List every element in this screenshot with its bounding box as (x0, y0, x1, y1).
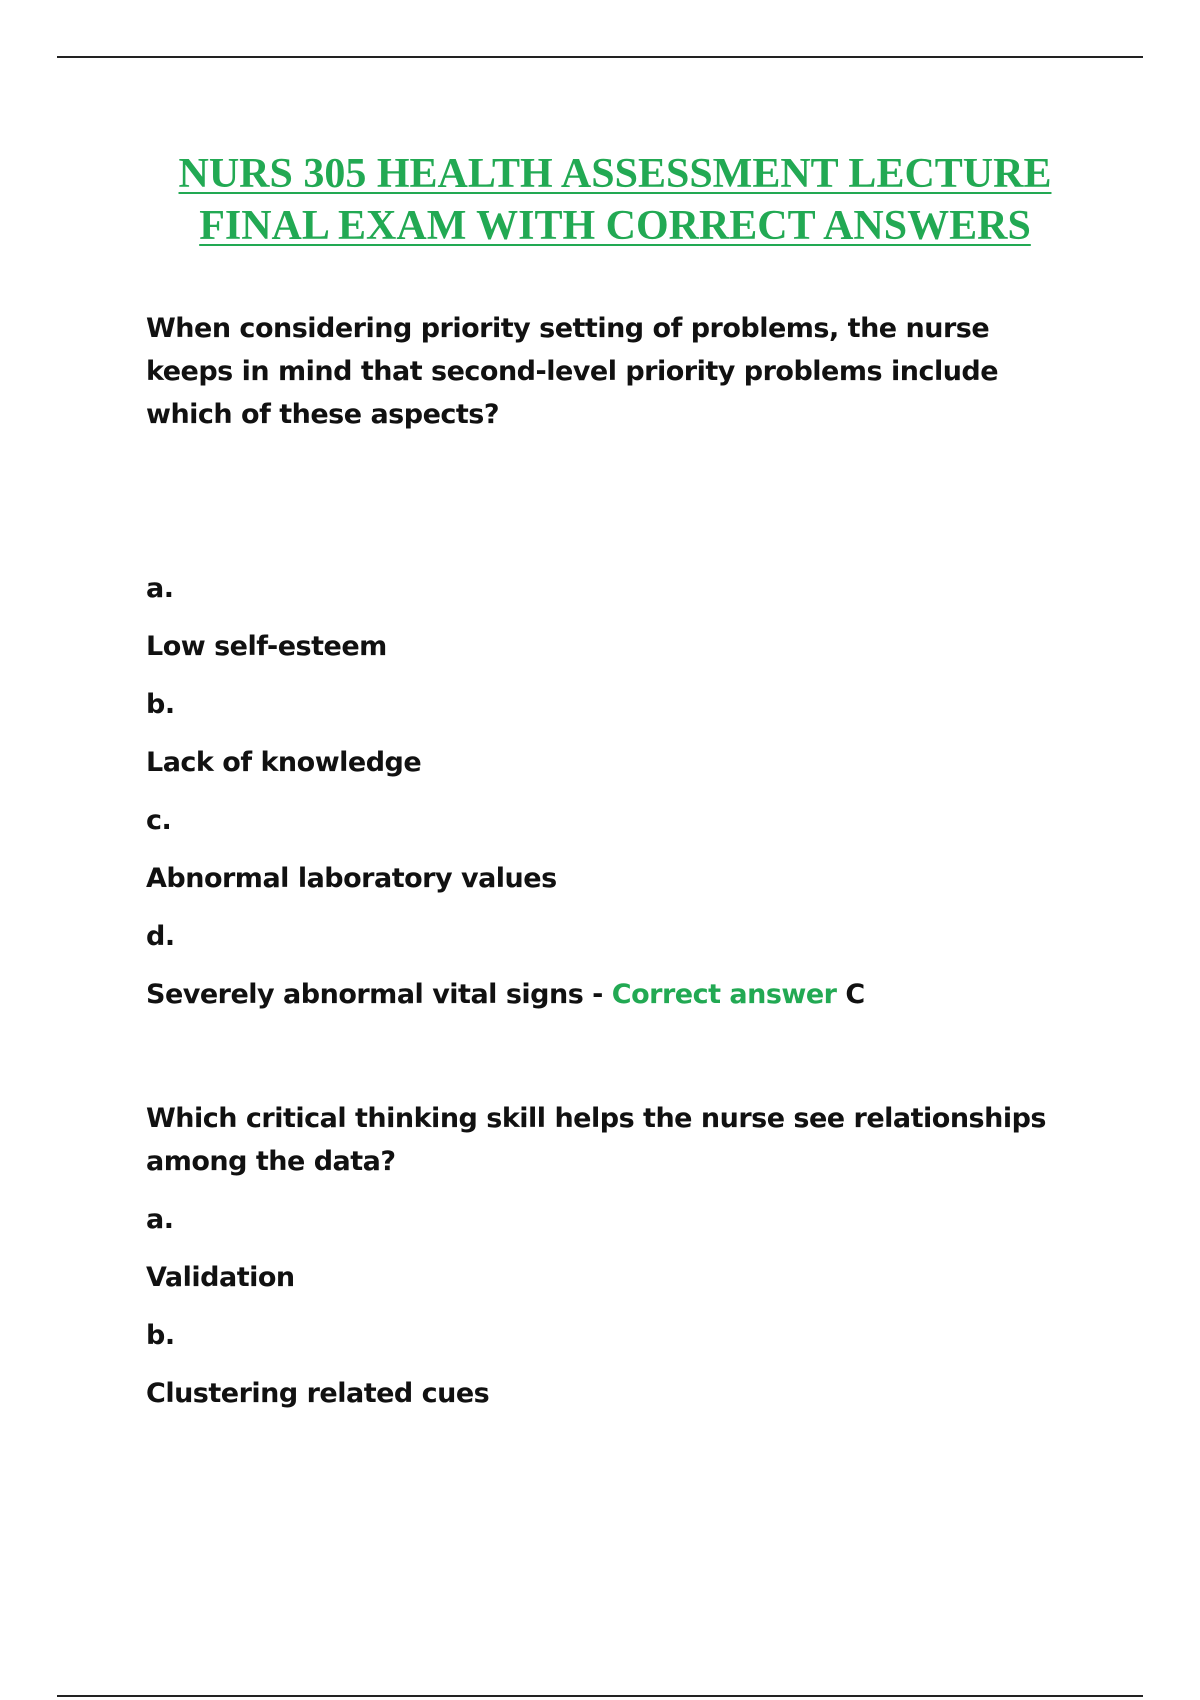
question-2-prompt: Which critical thinking skill helps the nurse see relationships among the data? (146, 1103, 1046, 1177)
correct-answer-label: Correct answer (611, 979, 837, 1010)
option-text: Validation (146, 1262, 295, 1293)
bottom-rule (57, 1695, 1143, 1697)
option-text: Low self-esteem (146, 631, 387, 662)
answer-letter: C (845, 979, 865, 1010)
option-letter: b. (146, 689, 175, 720)
correct-answer-value (837, 979, 865, 1010)
option-text: Severely abnormal vital signs (146, 979, 584, 1010)
question-2-options (146, 1198, 1076, 1430)
title-line-1: NURS 305 HEALTH ASSESSMENT LECTURE (178, 151, 1052, 197)
option-text: Lack of knowledge (146, 747, 422, 778)
answer-separator: - (583, 979, 612, 1010)
option-letter: d. (146, 921, 175, 952)
option-letter: a. (146, 573, 174, 604)
title-line-2: FINAL EXAM WITH CORRECT ANSWERS (199, 203, 1031, 249)
option-letter: a. (146, 1204, 174, 1235)
top-rule (57, 56, 1143, 58)
option-text-with-answer (146, 973, 1076, 1016)
option-text: Abnormal laboratory values (146, 863, 557, 894)
question-1-prompt: When considering priority setting of problems, the nurse keeps in mind that second-level priority problems include which of these aspects? (146, 313, 999, 430)
option-letter: c. (146, 805, 172, 836)
question-1-options (146, 567, 1076, 1031)
option-letter: b. (146, 1320, 175, 1351)
document-title (60, 148, 1170, 252)
option-text: Clustering related cues (146, 1378, 490, 1409)
